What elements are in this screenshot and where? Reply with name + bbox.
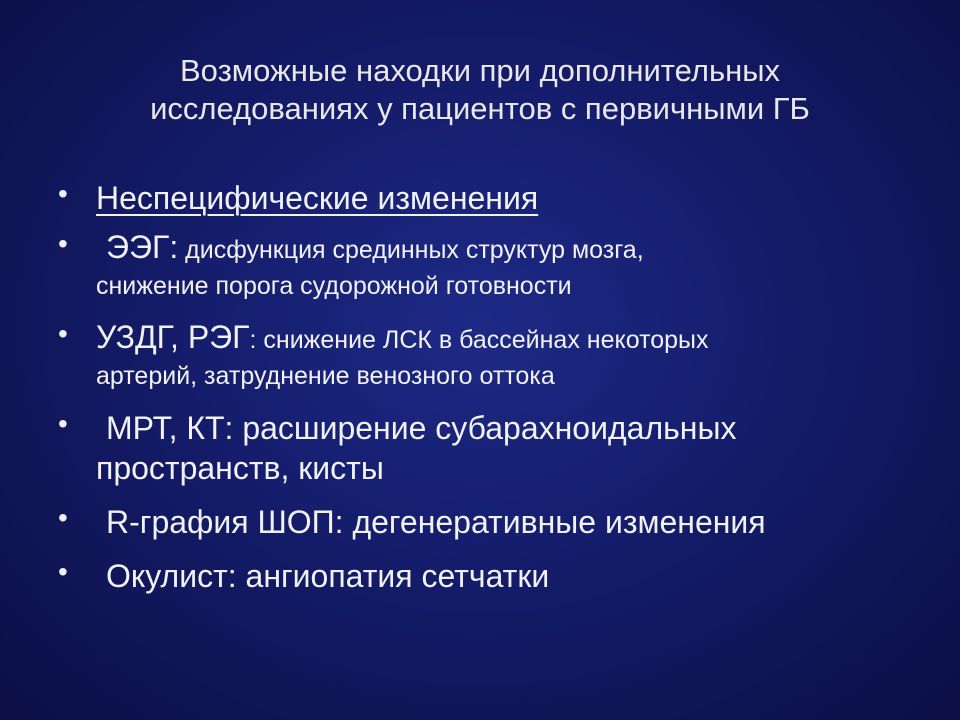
- list-item: [58, 556, 918, 596]
- list-item: [58, 178, 918, 218]
- item-lead: УЗДГ, РЭГ: [96, 319, 250, 355]
- section-heading: Неспецифические изменения: [96, 180, 539, 216]
- item-text-continued: пространств, кисты: [96, 450, 384, 486]
- bullet-list: [58, 178, 918, 610]
- title-line-2: исследованиях у пациентов с первичными ГБ: [150, 91, 810, 126]
- item-text-continued: артерий, затруднение венозного оттока: [96, 362, 555, 390]
- item-text: Окулист: ангиопатия сетчатки: [106, 558, 550, 594]
- bullet-icon: •: [58, 178, 68, 209]
- list-item: [58, 228, 918, 304]
- slide-title: [40, 52, 920, 128]
- item-text: дисфункция срединных структур мозга,: [178, 236, 644, 264]
- bullet-icon: •: [58, 502, 68, 533]
- list-item: [58, 318, 918, 394]
- list-item: [58, 502, 918, 542]
- bullet-icon: •: [58, 556, 68, 587]
- item-lead: ЭЭГ:: [106, 229, 179, 265]
- item-text-continued: снижение порога судорожной готовности: [96, 272, 572, 300]
- item-text: МРТ, КТ: расширение субарахноидальных: [106, 410, 737, 446]
- bullet-icon: •: [58, 228, 68, 259]
- title-line-1: Возможные находки при дополнительных: [180, 53, 780, 88]
- list-item: [58, 408, 918, 488]
- item-text: R-графия ШОП: дегенеративные изменения: [106, 504, 766, 540]
- bullet-icon: •: [58, 408, 68, 439]
- item-text: : снижение ЛСК в бассейнах некоторых: [249, 326, 709, 354]
- bullet-icon: •: [58, 318, 68, 349]
